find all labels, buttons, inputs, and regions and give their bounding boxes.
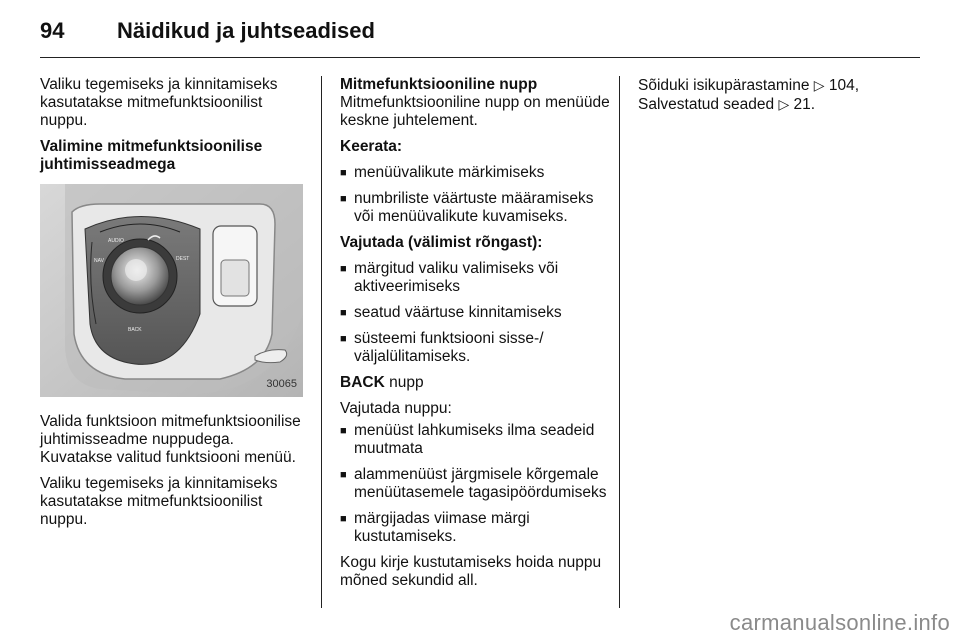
list-item: ■ süsteemi funktsiooni sisse-/ väljalülitamiseks.: [340, 330, 610, 366]
reference-text: Salvestatud seaded: [638, 96, 779, 113]
column-3: [638, 76, 908, 114]
figure-label-audio: AUDIO: [108, 238, 124, 244]
bullet-list: [340, 164, 610, 226]
list-item: ■ märgitud valiku valimiseks või aktiveerimiseks: [340, 260, 610, 296]
reference-page: 104,: [824, 77, 860, 94]
intro-paragraph: Valiku tegemiseks ja kinnitamiseks kasutatakse mitmefunktsioonilist nuppu.: [40, 76, 278, 129]
subheading-turn: Keerata:: [340, 138, 403, 155]
body-paragraph: Mitmefunktsiooniline nupp on menüüde keskne juhtelement.: [340, 94, 610, 129]
watermark: carmanualsonline.info: [729, 610, 950, 635]
column-divider-1: [321, 76, 322, 608]
subheading-press: Vajutada (välimist rõngast):: [340, 234, 543, 251]
page-number: 94: [40, 18, 65, 43]
figure-label-back: BACK: [128, 327, 142, 333]
list-item: ■ alammenüüst järgmisele kõrgemale menüütasemele tagasipöördumiseks: [340, 466, 610, 502]
figure-label-dest: DEST: [176, 256, 190, 262]
reference-page: 21.: [789, 96, 816, 113]
cross-reference[interactable]: [638, 95, 908, 114]
list-item: ■ seatud väärtuse kinnitamiseks: [340, 304, 610, 322]
list-item: ■ märgijadas viimase märgi kustutamiseks.: [340, 510, 610, 546]
body-paragraph: Kogu kirje kustutamiseks hoida nuppu mõned sekundid all.: [340, 554, 602, 589]
list-item: ■ menüüst lahkumiseks ilma seadeid muutmata: [340, 422, 610, 458]
section-heading: Valimine mitmefunktsioonilise juhtimisseadmega: [40, 138, 263, 173]
bullet-list: [340, 260, 610, 366]
list-item: ■ numbriliste väärtuste määramiseks või menüüvalikute kuvamiseks.: [340, 190, 610, 226]
list-item: ■ menüüvalikute märkimiseks: [340, 164, 610, 182]
column-1: [40, 76, 308, 537]
bullet-list: [340, 422, 610, 546]
back-heading: [340, 374, 610, 392]
cross-reference[interactable]: [638, 76, 908, 95]
column-2: [340, 76, 610, 598]
body-paragraph: Valida funktsioon mitmefunktsioonilise juhtimisseadme nuppudega. Kuvatakse valitud funktsiooni menüü.: [40, 413, 301, 466]
back-suffix: nupp: [384, 374, 424, 391]
body-paragraph: Valiku tegemiseks ja kinnitamiseks kasutatakse mitmefunktsioonilist nuppu.: [40, 475, 278, 528]
section-heading: Mitmefunktsiooniline nupp: [340, 76, 538, 93]
reference-arrow-icon: ▷: [813, 77, 825, 93]
column-divider-2: [619, 76, 620, 608]
reference-text: Sõiduki isikupärastamine: [638, 77, 814, 94]
reference-arrow-icon: ▷: [778, 96, 790, 112]
page-title: Näidikud ja juhtseadised: [117, 18, 375, 43]
multifunction-controller-illustration: [40, 184, 303, 397]
back-label: BACK: [340, 374, 385, 391]
figure-label-nav: NAV: [94, 258, 104, 264]
figure-number: 30065: [266, 378, 297, 390]
header-divider: [40, 57, 920, 58]
control-figure: [40, 184, 303, 397]
body-paragraph: Vajutada nuppu:: [340, 400, 452, 417]
